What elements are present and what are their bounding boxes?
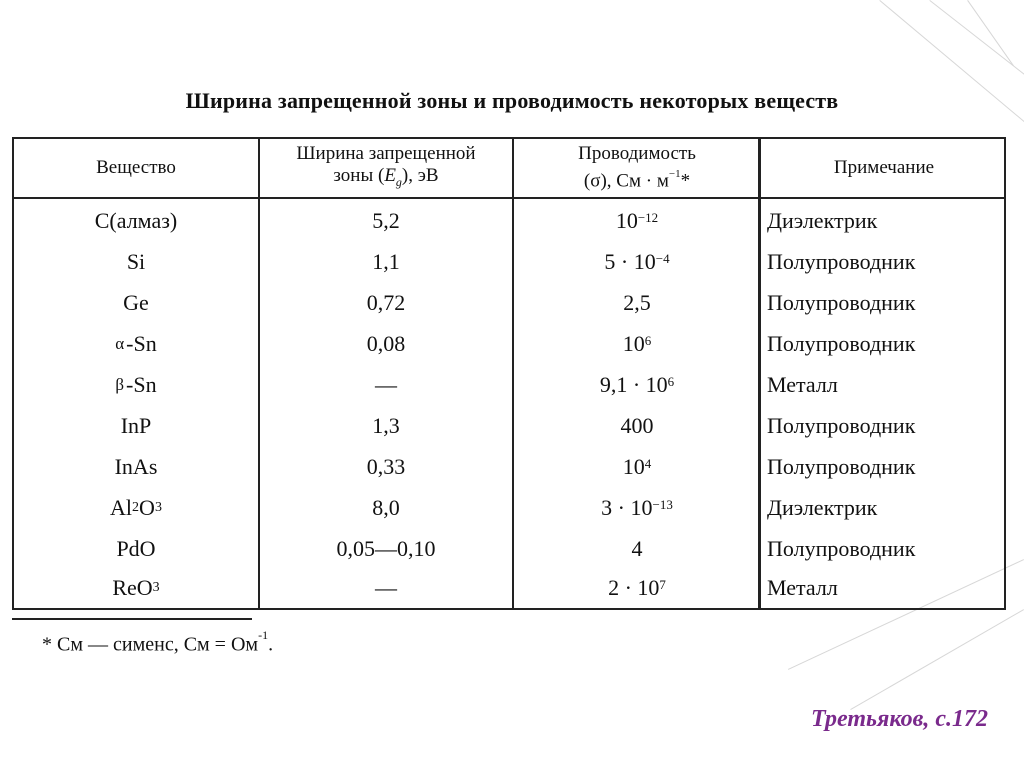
cell-conductivity: 4 xyxy=(631,535,643,561)
cell-note: Диэлектрик xyxy=(767,494,878,520)
cell-conductivity: 2 · 10 $^7$ xyxy=(608,574,666,600)
cell-conductivity: 5 · 10 $^{-4}$ xyxy=(604,248,670,274)
cell-substance: InAs xyxy=(114,453,158,479)
cell-conductivity: 10 $^{-12}$ xyxy=(615,207,659,233)
header-conductivity: Проводимость (σ), См · $м^{-1}*$ xyxy=(578,143,696,192)
cell-band-gap: 8,0 xyxy=(372,494,400,520)
table-row xyxy=(14,364,1004,405)
cell-substance: Ge xyxy=(123,289,149,315)
cell-conductivity: 10 $^4$ xyxy=(622,453,652,479)
cell-note: Металл xyxy=(767,574,838,600)
cell-band-gap: 0,33 xyxy=(366,453,406,479)
table-row xyxy=(14,282,1004,323)
cell-note: Полупроводник xyxy=(767,453,916,479)
header-divider xyxy=(14,197,1004,199)
cell-conductivity: 3 · 10 $^{-13}$ xyxy=(601,494,673,520)
cell-note: Полупроводник xyxy=(767,330,916,356)
cell-substance: β -Sn xyxy=(115,371,157,397)
cell-note: Полупроводник xyxy=(767,289,916,315)
header-note: Примечание xyxy=(833,157,935,178)
cell-substance: PdO xyxy=(116,535,156,561)
table-row xyxy=(14,200,1004,241)
table-row xyxy=(14,241,1004,282)
cell-band-gap: — xyxy=(375,371,397,397)
cell-note: Металл xyxy=(767,371,838,397)
cell-conductivity: 400 xyxy=(620,412,654,438)
corner-decoration-line xyxy=(850,609,1024,710)
table-row xyxy=(14,528,1004,569)
cell-note: Полупроводник xyxy=(767,412,916,438)
cell-band-gap: 0,08 xyxy=(366,330,406,356)
cell-note: Полупроводник xyxy=(767,535,916,561)
footnote: * См — сименс, См = $Ом^{-1}$. xyxy=(42,628,274,656)
table-row xyxy=(14,487,1004,528)
table-row xyxy=(14,567,1004,608)
header-band-gap: Ширина запрещенной зоны $(E_g)$, эВ xyxy=(296,143,476,189)
cell-substance: ReO 3 xyxy=(112,574,160,600)
cell-note: Полупроводник xyxy=(767,248,916,274)
cell-substance: α -Sn xyxy=(115,330,157,356)
cell-band-gap: 0,72 xyxy=(366,289,406,315)
cell-substance: InP xyxy=(120,412,152,438)
cell-band-gap: 0,05—0,10 xyxy=(336,535,436,561)
cell-conductivity: 9,1 · 10 $^6$ xyxy=(599,371,675,397)
cell-conductivity: 10 $^6$ xyxy=(622,330,652,356)
source-citation: Третьяков, с.172 xyxy=(810,706,988,732)
cell-conductivity: 2,5 xyxy=(623,289,651,315)
cell-substance: C(алмаз) xyxy=(94,207,178,233)
header-substance: Вещество xyxy=(96,157,176,178)
corner-decoration-line xyxy=(967,0,1014,66)
cell-note: Диэлектрик xyxy=(767,207,878,233)
cell-band-gap: 5,2 xyxy=(372,207,400,233)
cell-band-gap: 1,3 xyxy=(372,412,400,438)
table-row xyxy=(14,446,1004,487)
cell-band-gap: — xyxy=(375,574,397,600)
cell-substance: Si xyxy=(126,248,146,274)
page-title: Ширина запрещенной зоны и проводимость некоторых веществ xyxy=(185,88,839,113)
cell-substance: Al 2 O 3 xyxy=(110,494,162,520)
cell-band-gap: 1,1 xyxy=(372,248,400,274)
table-row xyxy=(14,323,1004,364)
data-table xyxy=(12,137,1006,610)
table-row xyxy=(14,405,1004,446)
footnote-divider xyxy=(12,618,252,620)
